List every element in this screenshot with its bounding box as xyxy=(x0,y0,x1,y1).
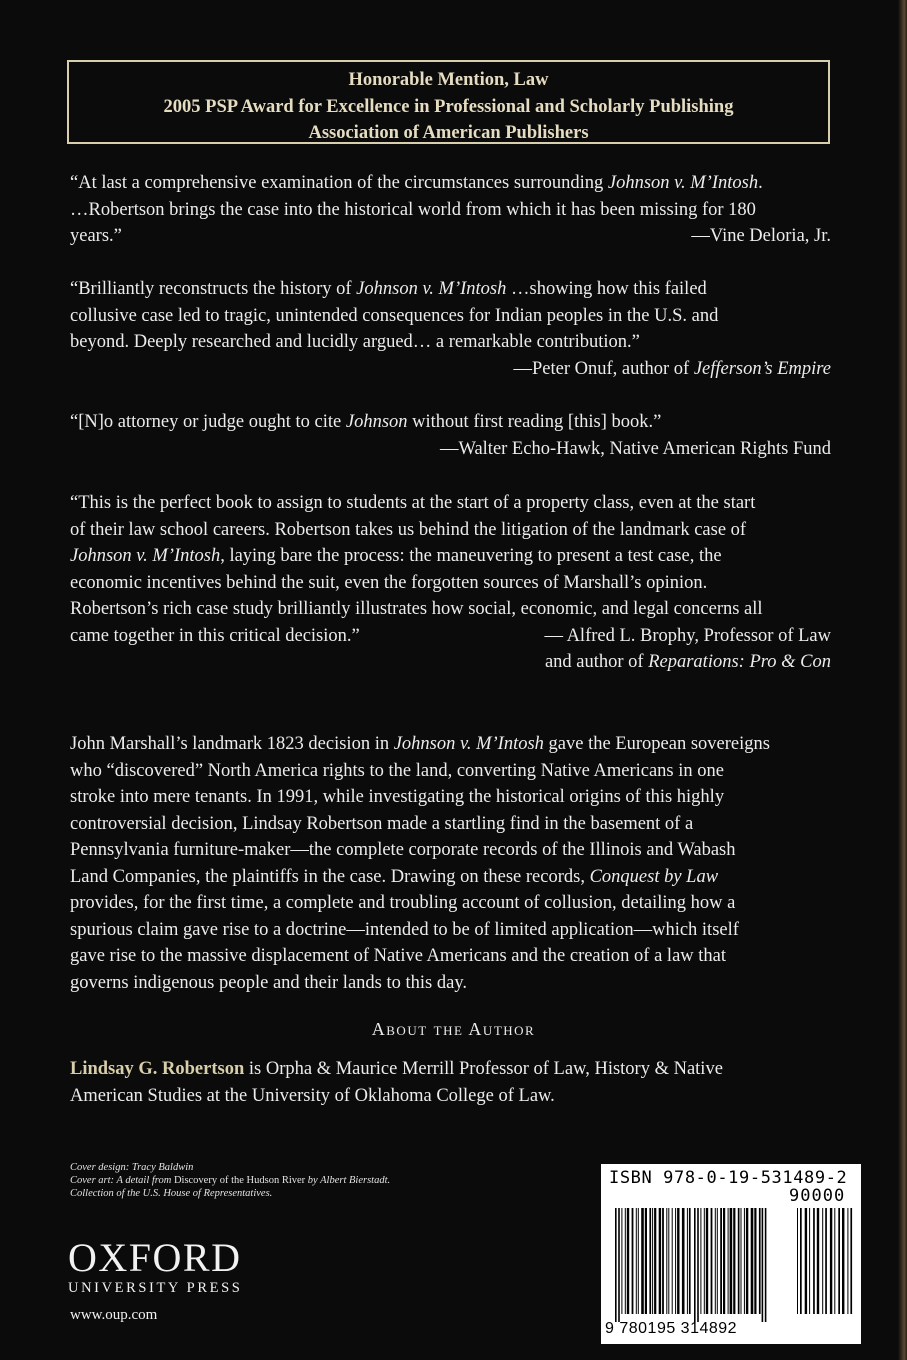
barcode-bar xyxy=(662,1208,664,1314)
cover-edge-strip xyxy=(898,0,907,1360)
barcode-addon-bar xyxy=(838,1208,840,1314)
publisher-url: www.oup.com xyxy=(70,1307,158,1323)
award-line-1: Honorable Mention, Law xyxy=(348,70,549,90)
barcode-bar xyxy=(618,1208,620,1322)
barcode-bar xyxy=(668,1208,669,1314)
quote-line: economic incentives behind the suit, even the forgotten sources of Marshall’s opinion. xyxy=(70,572,708,593)
barcode-bar xyxy=(615,1208,617,1322)
award-box xyxy=(67,60,830,144)
credit-design: Cover design: Tracy Baldwin xyxy=(70,1162,194,1173)
barcode-addon-bar xyxy=(825,1208,827,1314)
barcode-bar xyxy=(717,1208,718,1314)
barcode-addon-bar xyxy=(805,1208,807,1314)
barcode-digits: 9 780195 314892 xyxy=(605,1320,738,1337)
barcode-bar xyxy=(638,1208,639,1314)
barcode-addon-bar xyxy=(809,1208,810,1314)
quote-onuf xyxy=(70,276,831,382)
barcode-bar xyxy=(677,1208,679,1314)
barcode-bar xyxy=(675,1208,676,1314)
barcode-bar xyxy=(730,1208,733,1314)
desc-line: provides, for the first time, a complete and troubling account of collusion, detailing how a xyxy=(70,893,736,913)
barcode-bar xyxy=(682,1208,685,1314)
barcode-addon-bar xyxy=(830,1208,832,1314)
desc-line: who “discovered” North America rights to the land, converting Native Americans in one xyxy=(70,760,724,781)
bio-line-2: American Studies at the University of Oklahoma College of Law. xyxy=(70,1085,555,1106)
quote-line: Johnson v. M’Intosh, laying bare the process: the maneuvering to present a test case, the xyxy=(70,546,722,566)
barcode-bar xyxy=(711,1208,713,1314)
quote-line: …Robertson brings the case into the historical world from which it has been missing for 180 xyxy=(70,199,756,220)
barcode-bar xyxy=(666,1208,667,1314)
barcode-bar xyxy=(741,1208,742,1314)
quote-echo-hawk xyxy=(70,409,831,462)
barcode-addon-bar xyxy=(817,1208,819,1314)
barcode-bar xyxy=(751,1208,754,1314)
barcode-addon-bar xyxy=(797,1208,798,1314)
barcode-addon-bar xyxy=(813,1208,815,1314)
award-line-2: 2005 PSP Award for Excellence in Professional and Scholarly Publishing xyxy=(163,96,734,117)
quote-attribution: —Walter Echo-Hawk, Native American Rights Fund xyxy=(439,438,831,459)
quote-line-last: years.” —Vine Deloria, Jr. xyxy=(70,223,831,250)
desc-line: Land Companies, the plaintiffs in the case. Drawing on these records, Conquest by Law xyxy=(70,866,719,887)
quote-attribution-line-2: and author of Reparations: Pro & Con xyxy=(544,652,831,672)
desc-line: stroke into mere tenants. In 1991, while investigating the historical origins of this highly xyxy=(70,787,725,807)
publisher-subtitle: UNIVERSITY PRESS xyxy=(68,1280,243,1296)
quote-line: collusive case led to tragic, unintended consequences for Indian peoples in the U.S. and xyxy=(70,305,719,326)
desc-line: spurious claim gave rise to a doctrine—intended to be of limited application—which itself xyxy=(70,919,739,940)
barcode-bar xyxy=(687,1208,688,1314)
barcode-bar xyxy=(672,1208,673,1314)
barcode-bar xyxy=(645,1208,647,1314)
barcode-bar xyxy=(697,1208,699,1322)
barcode-bar xyxy=(744,1208,745,1314)
barcode-bar xyxy=(762,1208,764,1322)
barcode-bar xyxy=(641,1208,644,1314)
barcode-bar xyxy=(706,1208,708,1314)
barcode-addon-bar xyxy=(834,1208,835,1314)
quote-deloria xyxy=(70,170,831,250)
barcode-bar xyxy=(654,1208,656,1314)
credit-art: Cover art: A detail from Discovery of the Hudson River by Albert Bierstadt. xyxy=(70,1175,391,1186)
barcode-bar xyxy=(746,1208,748,1314)
credit-collection: Collection of the U.S. House of Representatives. xyxy=(70,1188,273,1199)
barcode-bar xyxy=(694,1208,696,1322)
barcode-bar xyxy=(728,1208,729,1314)
award-line-3: Association of American Publishers xyxy=(308,123,589,143)
barcode-bar xyxy=(649,1208,651,1314)
barcode-bar xyxy=(659,1208,661,1314)
barcode-bar xyxy=(738,1208,740,1314)
barcode-bar xyxy=(754,1208,756,1314)
barcode-bar xyxy=(704,1208,705,1314)
barcode-bar xyxy=(627,1208,629,1314)
desc-line: Pennsylvania furniture-maker—the complete corporate records of the Illinois and Wabash xyxy=(70,840,736,860)
barcode-bar xyxy=(733,1208,735,1314)
quote-line: “Brilliantly reconstructs the history of Johnson v. M’Intosh …showing how this failed xyxy=(70,279,707,299)
quote-line-last: came together in this critical decision.” — Alfred L. Brophy, Professor of Law xyxy=(70,623,831,650)
barcode-addon-bar xyxy=(800,1208,802,1314)
author-name: Lindsay G. Robertson xyxy=(70,1059,245,1079)
barcode-bar xyxy=(765,1208,767,1322)
quote-line: Robertson’s rich case study brilliantly illustrates how social, economic, and legal concerns all xyxy=(70,599,763,619)
author-bio: Lindsay G. Robertson is Orpha & Maurice Merrill Professor of Law, History & Native American Studies at the University of Oklahoma College of Law. xyxy=(70,1056,831,1109)
barcode-addon-bar xyxy=(842,1208,844,1314)
barcode-addon-bar xyxy=(850,1208,852,1314)
desc-line: governs indigenous people and their lands to this day. xyxy=(70,972,467,993)
quote-line: “At last a comprehensive examination of the circumstances surrounding Johnson v. M’Intosh. xyxy=(70,173,763,193)
book-description xyxy=(70,731,831,996)
barcode-bar xyxy=(632,1208,634,1314)
barcode-bar xyxy=(621,1208,622,1314)
barcode-bar xyxy=(723,1208,725,1314)
isbn-barcode xyxy=(601,1164,861,1344)
quote-line: of their law school careers. Robertson takes us behind the litigation of the landmark case of xyxy=(70,519,747,540)
barcode-bar xyxy=(652,1208,653,1314)
desc-line: gave rise to the massive displacement of Native Americans and the creation of a law that xyxy=(70,946,727,966)
desc-line: John Marshall’s landmark 1823 decision in Johnson v. M’Intosh gave the European sovereigns xyxy=(70,734,770,754)
barcode-bar xyxy=(689,1208,691,1314)
barcode-bar xyxy=(715,1208,716,1314)
barcode-bar xyxy=(636,1208,637,1314)
quote-attribution: —Vine Deloria, Jr. xyxy=(691,226,831,246)
barcode-bar xyxy=(759,1208,761,1314)
publisher-name: OXFORD xyxy=(68,1235,242,1280)
quote-line: beyond. Deeply researched and lucidly argued… a remarkable contribution.” xyxy=(70,332,640,352)
barcode-addon-bar xyxy=(847,1208,848,1314)
barcode-bar xyxy=(720,1208,722,1314)
desc-line: controversial decision, Lindsay Robertson made a startling find in the basement of a xyxy=(70,813,694,834)
price-code: 90000 xyxy=(789,1186,846,1206)
barcode-addon-bar xyxy=(822,1208,823,1314)
quote-brophy xyxy=(70,490,831,676)
quote-attribution: — Alfred L. Brophy, Professor of Law xyxy=(544,625,831,646)
quote-attribution: —Peter Onuf, author of Jefferson’s Empire xyxy=(513,358,831,379)
quote-line: “[N]o attorney or judge ought to cite Johnson without first reading [this] book.” xyxy=(70,412,662,432)
cover-credits xyxy=(70,1161,390,1200)
barcode-bars xyxy=(601,1164,861,1344)
isbn-number: ISBN 978-0-19-531489-2 xyxy=(609,1168,848,1188)
barcode-bar xyxy=(700,1208,701,1314)
publisher-logo xyxy=(68,1235,243,1297)
quote-line: “This is the perfect book to assign to students at the start of a property class, even at the start xyxy=(70,493,756,513)
about-author-heading: About the Author xyxy=(371,1019,536,1039)
barcode-bar xyxy=(625,1208,626,1314)
